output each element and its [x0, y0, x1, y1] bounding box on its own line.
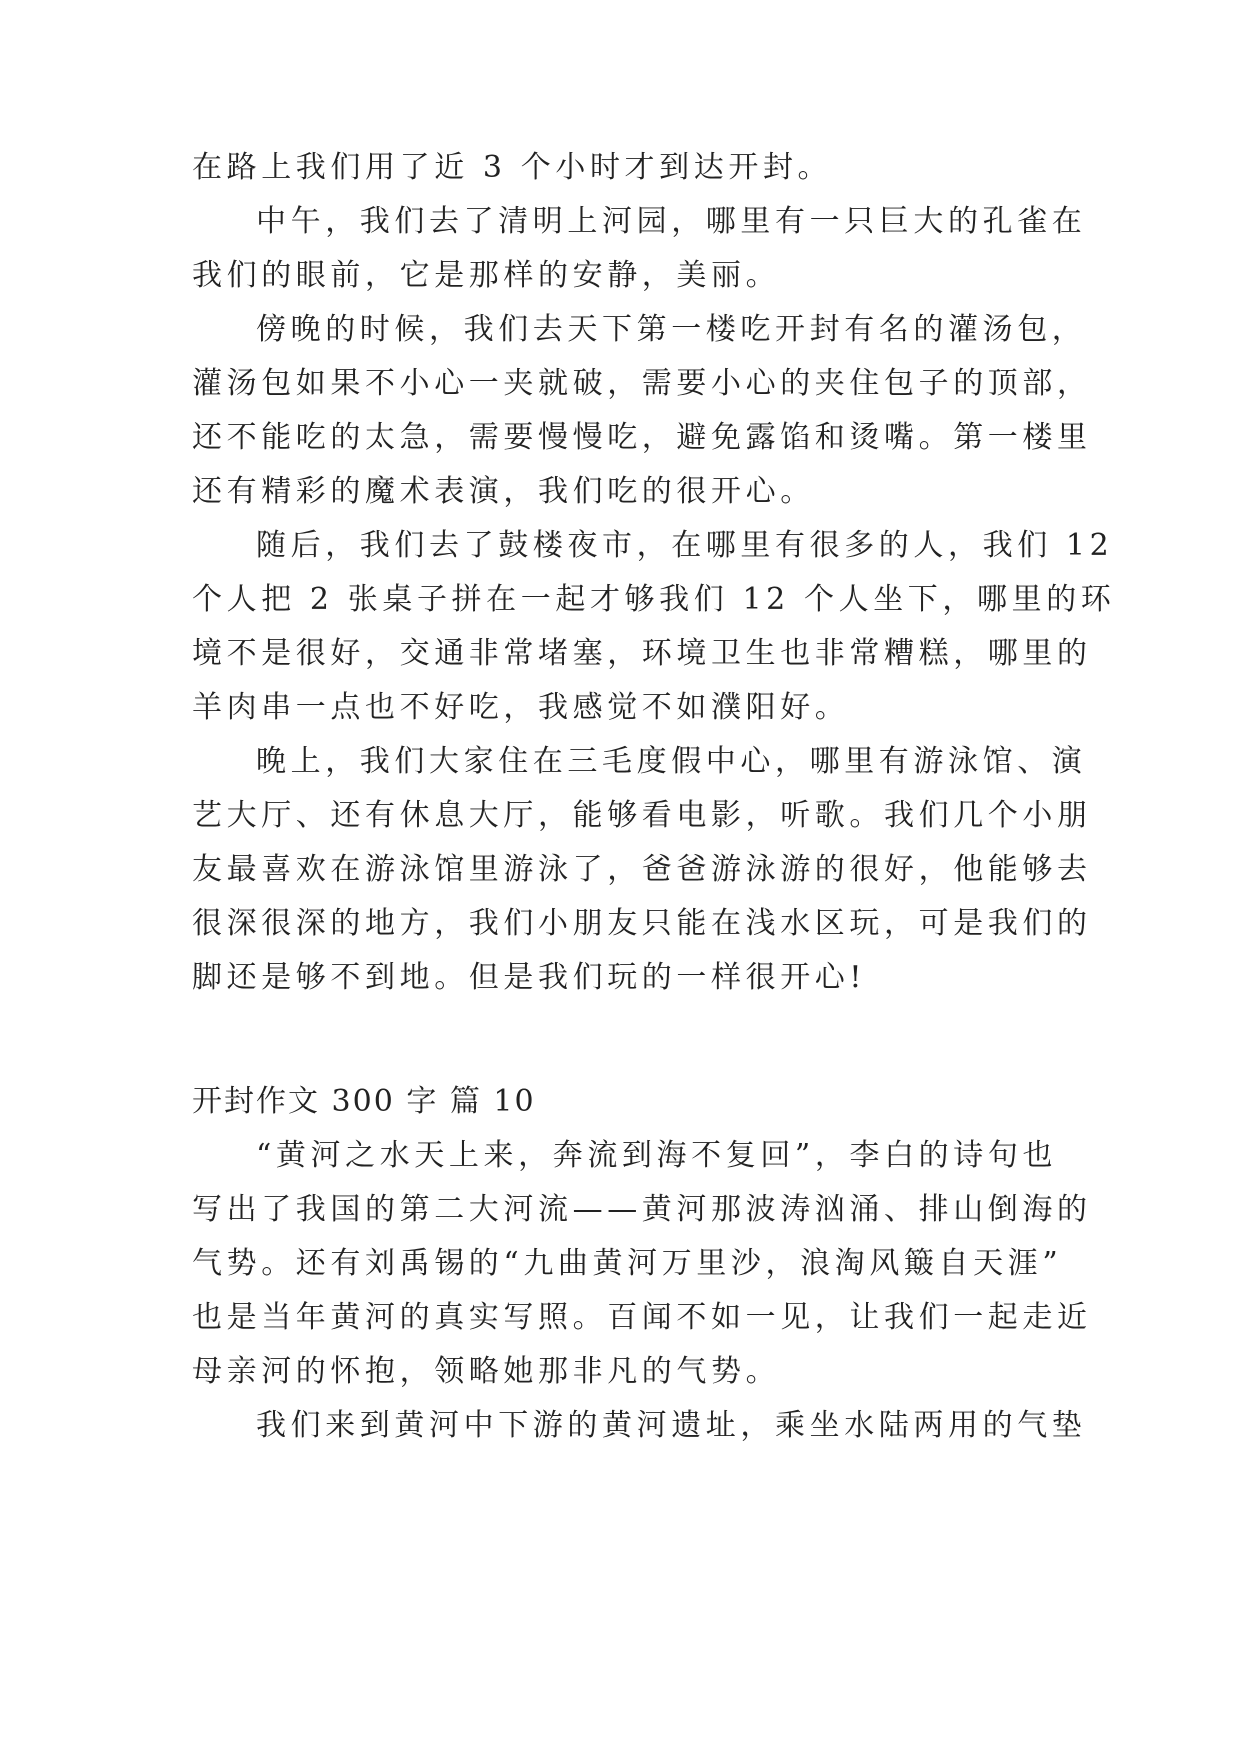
- paragraph-start: “黄河之水天上来，奔流到海不复回”，李白的诗句也: [256, 1138, 1058, 1173]
- section-heading: 开封作文 300 字 篇 10: [192, 1084, 536, 1119]
- text-line: 羊肉串一点也不好吃，我感觉不如濮阳好。: [192, 690, 850, 725]
- text-line: 也是当年黄河的真实写照。百闻不如一见，让我们一起走近: [192, 1300, 1092, 1335]
- text-line: 我们的眼前，它是那样的安静，美丽。: [192, 258, 781, 293]
- paragraph-start: 我们来到黄河中下游的黄河遗址，乘坐水陆两用的气垫: [256, 1408, 1087, 1443]
- text-line: 个人把 2 张桌子拼在一起才够我们 12 个人坐下，哪里的环: [192, 582, 1116, 617]
- text-line: 艺大厅、还有休息大厅，能够看电影，听歌。我们几个小朋: [192, 798, 1092, 833]
- text-line: 气势。还有刘禹锡的“九曲黄河万里沙，浪淘风簸自天涯”: [192, 1246, 1063, 1281]
- text-line: 灌汤包如果不小心一夹就破，需要小心的夹住包子的顶部，: [192, 366, 1092, 401]
- paragraph-start: 傍晚的时候，我们去天下第一楼吃开封有名的灌汤包，: [256, 312, 1087, 347]
- paragraph-start: 中午，我们去了清明上河园，哪里有一只巨大的孔雀在: [256, 204, 1087, 239]
- text-line: 很深很深的地方，我们小朋友只能在浅水区玩，可是我们的: [192, 906, 1092, 941]
- text-line: 脚还是够不到地。但是我们玩的一样很开心!: [192, 960, 867, 995]
- paragraph-start: 晚上，我们大家住在三毛度假中心，哪里有游泳馆、演: [256, 744, 1087, 779]
- paragraph-start: 随后，我们去了鼓楼夜市，在哪里有很多的人，我们 12: [256, 528, 1114, 563]
- text-line: 母亲河的怀抱，领略她那非凡的气势。: [192, 1354, 781, 1389]
- text-line: 在路上我们用了近 3 个小时才到达开封。: [192, 150, 833, 185]
- text-line: 境不是很好，交通非常堵塞，环境卫生也非常糟糕，哪里的: [192, 636, 1092, 671]
- text-line: 写出了我国的第二大河流——黄河那波涛汹涌、排山倒海的: [192, 1192, 1092, 1227]
- text-line: 还有精彩的魔术表演，我们吃的很开心。: [192, 474, 815, 509]
- text-line: 友最喜欢在游泳馆里游泳了，爸爸游泳游的很好，他能够去: [192, 852, 1092, 887]
- text-line: 还不能吃的太急，需要慢慢吃，避免露馅和烫嘴。第一楼里: [192, 420, 1092, 455]
